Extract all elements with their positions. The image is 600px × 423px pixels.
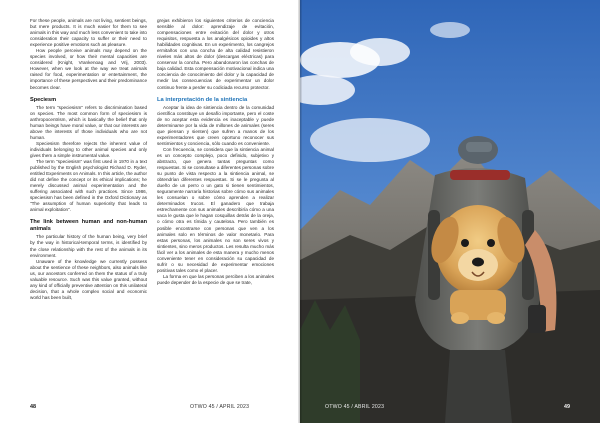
heading-sentience: La interpretación de la sintiencia [157,96,248,103]
heading-human-animal-link: The link between human and non-human animals [30,219,147,233]
hiker-with-dog-photo [300,0,600,423]
link-paragraph-1: The particular history of the human being, very brief by the way in historical-temporal terms, is identified by the close relationship with the rest of the animals in its environment. [30,234,147,258]
speciesism-paragraph-3: The term "speciesism" was first used in 1970 in a text published by the English psychologist Richard D. Ryder, entitled Experiments on Animals. In this article, the author did not define the concept or its ethical implications; he merely discussed animal experimentation and the suffering associated with such practices. Since 1986, speciesism has been defined in the Oxford Dictionary as "The assumption of human superiority that leads to animal exploitation". [30,158,147,213]
speciesism-paragraph-2: Speciesism therefore rejects the inherent value of individuals belonging to other animal species and only gives them a simple instrumental value. [30,140,147,158]
sentience-paragraph-3: La forma en que las personas perciben a los animales puede depender de la especie de que se trate, [157,273,274,285]
spine-gutter [298,0,302,423]
left-column-english [30,18,147,301]
left-column-spanish [157,18,274,286]
page-number-left: 48 [30,404,36,410]
intro-paragraph: For these people, animals are not living, sentient beings, but mere products. It is much easier for them to see animals in this way and much less convenient to take into consideration their capacity to suffer or their need to experience positive emotions such as pleasure. [30,18,147,48]
issue-label-left: OTWO 45 / APRIL 2023 [190,404,250,410]
sentience-paragraph-1: Aceptar la idea de sintiencia dentro de la comunidad científica constituye un desafío importante, pero el coste de no aceptar esta evidencia es inaceptable y puede determinarse por la vida de millones de animales (seres que piensan y sienten) que sufren a manos de los experimentadores que creen oportuno reconocer sus sentimientos y conciencia, sólo cuando es conveniente. [157,104,274,146]
sentience-paragraph-2: Con frecuencia, se considera que la sintiencia animal es un concepto complejo, poco definido, subjetivo y abstracto, que genera tantas preguntas como respuestas. Si se consultase a diferentes personas sobre su punto de vista respecto a la sintiencia animal, se obtendrían diferentes respuestas. Si se le pregunta al dueño de un perro o un gato si tienen sentimientos, seguramente narraría historias sobre cómo sus animales les consuelan o sobre cómo aprenden a realizar determinados trucos. El ganadero que trabaja estrechamente con sus animales describiría cómo a una vaca le gusta que le hagan cosquillas detrás de la oreja, o cómo otra es tímida y cautelosa. Pero también es posible encontrarse con personas que ven a los animales solo en términos de valor monetario. Para estas personas, los animales no son seres vivos y sintientes, sino meros productos. Les resulta mucho más fácil ver a los animales de esta manera y mucho menos conveniente tener en consideración su capacidad de sufrir o su necesidad de experimentar emociones positivas tales como el placer. [157,146,274,273]
perception-paragraph: How people perceive animals may depend on the species involved, or how their mental capacities are considered (Knight, Vrankenoag and Vrij, 2003). However, when we look at the way we treat animals raised for food, experimentation or entertainment, the importance of these perspectives and their predominance becomes clear. [30,48,147,90]
heading-speciesism: Speciesm [30,96,57,103]
speciesism-paragraph-1: The term "speciesism" refers to discrimination based on species. The most common form of speciesism is anthropocentrism, which is basically the belief that only human beings have moral value, or that our interests are above the interests of those individuals who are not human. [30,104,147,140]
crab-paragraph: grejas exhibieron los siguientes criterios de conciencia sensible al dolor: aprendizaje de evitación, compensaciones entre evitación del dolor y otros requisitos, respuesta a los analgésicos opioides y altos habilidades cognitivas. En un experimento, los cangrejos ermitaños con una concha de alta calidad resistieron niveles más altos de dolor (descargas eléctricas) para conservar la concha. Pero abandonaron las conchas de baja calidad. Esta compensación motivacional indica una conciencia de conocimiento del dolor y la capacidad de medir las consecuencias de experimentar un dolor continuo frente a perder su codiciada recurso protector. [157,18,274,90]
link-paragraph-2: Unaware of the knowledge we currently possess about the sentience of these neighbors, also animals like us, our ancestors conferred on them the status of a truly valuable resource. Such was this value granted, without any kind of officially preventive attention on this unilateral decision, that a whole complex social and economic world has been built, [30,258,147,300]
page-number-right: 49 [564,404,570,410]
issue-label-right: OTWO 45 / ABRIL 2023 [325,404,385,410]
right-page [300,0,600,423]
